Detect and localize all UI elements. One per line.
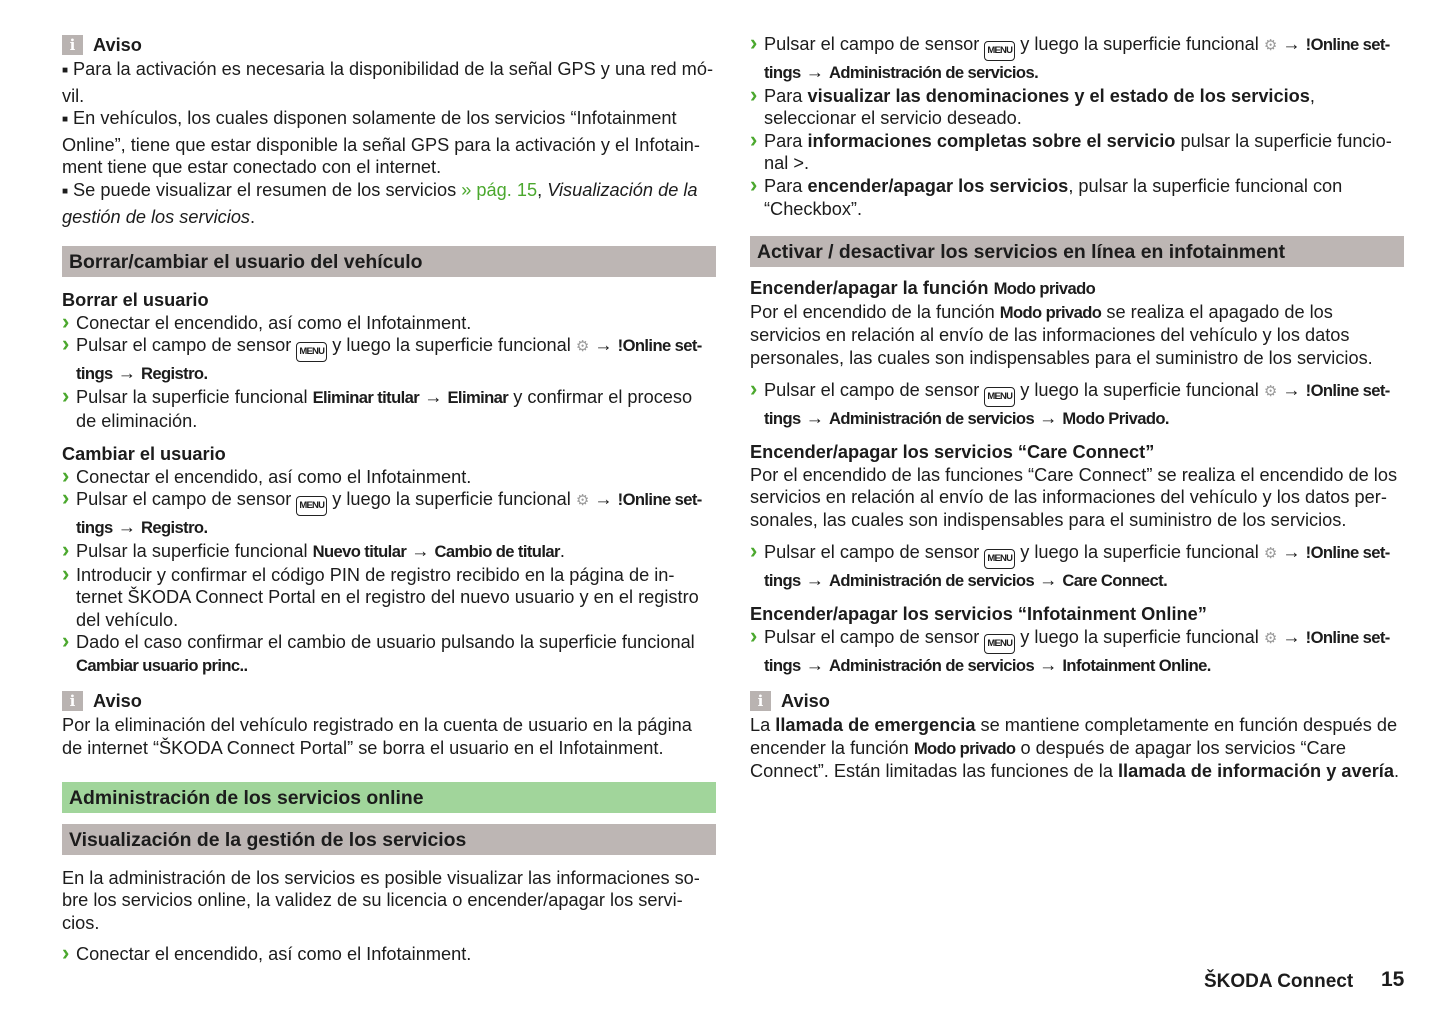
section-reference: Visualización de la gestión de los servicios (62, 179, 698, 227)
function-name: Cambiar usuario princ.. (76, 655, 248, 675)
arrow-icon: → (1039, 654, 1058, 675)
gear-icon: ⚙ (1263, 629, 1278, 647)
arrow-icon: → (411, 540, 430, 561)
section-heading-activar: Activar / desactivar los servicios en línea en infotainment (750, 236, 1404, 267)
menu-path: Registro. (140, 518, 208, 538)
aviso-note-portal (62, 689, 716, 759)
step-item: › Conectar el encendido, así como el Infotainment. (62, 312, 716, 335)
step-item: › Conectar el encendido, así como el Infotainment. (62, 943, 716, 966)
care-connect-text: Por el encendido de las funciones “Care Connect” se realiza el encendido de los servicios en relación al envío de las informaciones del vehículo y los datos per-sonales, las cuales son indispensables para el suministro de los servicios. (750, 464, 1398, 530)
footer-title: ŠKODA Connect (1204, 971, 1354, 992)
function-name: Nuevo titular (312, 541, 407, 561)
gear-icon: ⚙ (575, 492, 590, 510)
aviso-heading (750, 689, 1404, 713)
menu-key-icon: MENU (296, 342, 327, 362)
aviso-item: ■ Se puede visualizar el resumen de los servicios » pág. 15, Visualización de la gestión de los servicios. (62, 179, 716, 228)
aviso-title: Aviso (93, 34, 142, 55)
menu-key-icon: MENU (984, 387, 1015, 407)
arrow-icon: → (117, 363, 136, 384)
section-heading-borrar-cambiar: Borrar/cambiar el usuario del vehículo (62, 246, 716, 277)
arrow-icon: → (1039, 407, 1058, 428)
gear-icon: ⚙ (1263, 37, 1278, 54)
aviso-title: Aviso (93, 691, 142, 712)
info-icon: i (62, 691, 83, 711)
subheading-borrar: Borrar el usuario (62, 290, 209, 311)
aviso-text: Por la eliminación del vehículo registrado en la cuenta de usuario en la página de internet “ŠKODA Connect Portal” se borra el usuario en el Infotainment. (62, 715, 692, 759)
care-connect-block (750, 441, 1404, 592)
menu-path: Registro. (140, 364, 208, 384)
arrow-icon: → (805, 407, 824, 428)
menu-path: !Online set-tings (764, 35, 1390, 82)
step-item: › Pulsar el campo de sensor MENU y luego la superficie funcional ⚙ → !Online set-tings → Administración de servicios. (750, 33, 1404, 85)
arrow-icon: → (1282, 379, 1301, 400)
arrow-icon: → (594, 489, 613, 510)
step-item: › Pulsar el campo de sensor MENU y luego la superficie funcional ⚙ → !Online set-tings → Registro. (62, 488, 716, 540)
arrow-icon: → (805, 654, 824, 675)
aviso-text: La llamada de emergencia se mantiene completamente en función después de encender la función Modo privado o después de apagar los servicios “Care Connect”. Están limitadas las funciones de la llamada de información y avería. (750, 715, 1400, 782)
step-item: › Pulsar el campo de sensor MENU y luego la superficie funcional ⚙ → !Online set-tings → Administración de servicios → Infotainment Online. (750, 626, 1404, 678)
function-name: Cambio de titular (434, 541, 560, 561)
modo-privado-block (750, 277, 1404, 430)
subheading-infotainment-online: Encender/apagar los servicios “Infotainment Online” (750, 604, 1207, 625)
arrow-icon: → (424, 386, 443, 407)
menu-path: Administración de servicios. (828, 63, 1039, 82)
aviso-note-emergencia (750, 689, 1404, 783)
gear-icon: ⚙ (575, 338, 590, 356)
aviso-item: ■ Para la activación es necesaria la disponibilidad de la señal GPS y una red mó-vil. (62, 58, 716, 107)
aviso-title: Aviso (781, 690, 830, 711)
aviso-heading (62, 689, 716, 713)
menu-path: !Online set-tings (76, 490, 702, 538)
arrow-icon: → (1039, 569, 1058, 590)
step-item: › Dado el caso confirmar el cambio de usuario pulsando la superficie funcional Cambiar usuario princ.. (62, 631, 716, 677)
step-item: › Pulsar la superficie funcional Nuevo titular → Cambio de titular. (62, 540, 716, 564)
arrow-icon: → (594, 335, 613, 356)
subheading-cambiar: Cambiar el usuario (62, 444, 226, 465)
gear-icon: ⚙ (1263, 382, 1278, 400)
section-heading-visualizacion: Visualización de la gestión de los servicios (62, 824, 716, 855)
step-item: › Para informaciones completas sobre el servicio pulsar la superficie funcio-nal >. (750, 130, 1404, 175)
arrow-icon: → (1282, 34, 1301, 54)
aviso-item: ■ En vehículos, los cuales disponen solamente de los servicios “Infotainment Online”, tiene que estar disponible la señal GPS para la activación y el Infotain-ment tiene que estar conectado con el internet. (62, 107, 716, 179)
section-heading-administracion: Administración de los servicios online (62, 782, 716, 813)
visualizacion-text: En la administración de los servicios es posible visualizar las informaciones so-bre los servicios online, la validez de su licencia o encender/apagar los servi-cios. (62, 867, 700, 933)
function-name: Eliminar titular (312, 387, 420, 407)
menu-key-icon: MENU (984, 41, 1015, 61)
aviso-heading (62, 33, 716, 57)
infotainment-online-block (750, 603, 1404, 677)
step-item: › Pulsar el campo de sensor MENU y luego la superficie funcional ⚙ → !Online set-tings → Administración de servicios → Modo Privado. (750, 379, 1404, 431)
arrow-icon: → (805, 569, 824, 590)
menu-key-icon: MENU (984, 549, 1015, 569)
menu-key-icon: MENU (984, 634, 1015, 654)
aviso-note-gps (62, 33, 716, 228)
left-column (62, 33, 716, 966)
arrow-icon: → (117, 517, 136, 538)
page-number: 15 (1381, 968, 1405, 991)
info-icon: i (62, 35, 83, 55)
step-item: › Pulsar el campo de sensor MENU y luego la superficie funcional ⚙ → !Online set-tings → Administración de servicios → Care Connect. (750, 541, 1404, 593)
page-reference-link[interactable]: » pág. 15 (461, 179, 538, 200)
step-item: › Pulsar el campo de sensor MENU y luego la superficie funcional ⚙ → !Online set-tings → Registro. (62, 334, 716, 386)
info-icon: i (750, 691, 771, 711)
cambiar-usuario-block (62, 443, 716, 677)
step-item: › Pulsar la superficie funcional Eliminar titular → Eliminar y confirmar el proceso de eliminación. (62, 386, 716, 432)
subheading-modo-privado: Encender/apagar la función Modo privado (750, 278, 1096, 299)
step-item: › Introducir y confirmar el código PIN de registro recibido en la página de in-ternet ŠKODA Connect Portal en el registro del nuevo usuario y en el registro del vehículo. (62, 564, 716, 632)
step-item: › Para visualizar las denominaciones y el estado de los servicios, seleccionar el servicio deseado. (750, 85, 1404, 130)
gear-icon: ⚙ (1263, 544, 1278, 562)
step-item: › Conectar el encendido, así como el Infotainment. (62, 466, 716, 489)
borrar-usuario-block (62, 289, 716, 432)
function-name: Eliminar (447, 387, 509, 407)
menu-path: !Online set-tings (76, 336, 702, 384)
right-column (750, 33, 1404, 783)
modo-privado-text: Por el encendido de la función Modo privado se realiza el apagado de los servicios en relación al envío de las informaciones del vehículo y los datos personales, las cuales son indispensables para el suministro de los servicios. (750, 301, 1373, 368)
arrow-icon: → (1282, 541, 1301, 562)
arrow-icon: → (805, 62, 824, 82)
step-item: › Para encender/apagar los servicios, pulsar la superficie funcional con “Checkbox”. (750, 175, 1404, 220)
arrow-icon: → (1282, 626, 1301, 647)
menu-key-icon: MENU (296, 496, 327, 516)
subheading-care-connect: Encender/apagar los servicios “Care Connect” (750, 442, 1155, 463)
